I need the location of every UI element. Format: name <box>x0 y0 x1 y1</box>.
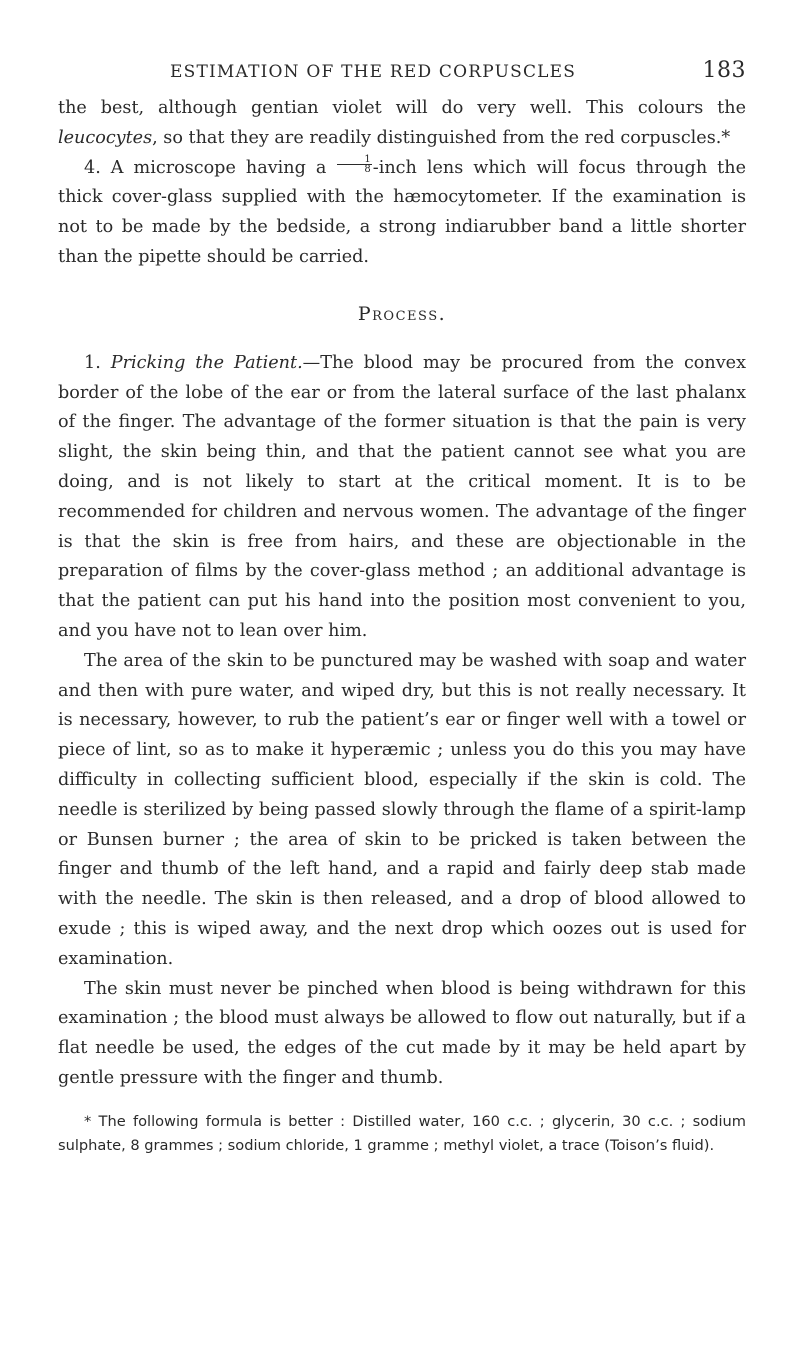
paragraph-continued: the best, although gentian violet will do very well. This colours the leucocytes, so that they are readily distinguished from the red corpuscles.* <box>58 98 746 148</box>
page-number: 183 <box>702 58 746 83</box>
running-title: ESTIMATION OF THE RED CORPUSCLES <box>170 62 577 82</box>
italic-subheading: Pricking the Patient. <box>110 352 303 373</box>
running-head <box>58 60 746 94</box>
page-body <box>58 94 746 1158</box>
paragraph: The area of the skin to be punctured may be washed with soap and water and then with pure water, and wiped dry, but this is not really necessary. It is necessary, however, to rub the patient’s ear or finger well with a towel or piece of lint, so as to make it hyperæmic ; unless you do this you may have difficulty in collecting sufficient blood, especially if the skin is cold. The needle is sterilized by being passed slowly through the flame of a spirit-lamp or Bunsen burner ; the area of skin to be pricked is taken between the finger and thumb of the left hand, and a rapid and fairly deep stab made with the needle. The skin is then released, and a drop of blood allowed to exude ; this is wiped away, and the next drop which oozes out is used for examination. <box>58 650 746 969</box>
book-page <box>58 60 746 1158</box>
paragraph: The skin must never be pinched when blood is being withdrawn for this examination ; the blood must always be allowed to flow out naturally, but if a flat needle be used, the edges of the cut made by it may be held apart by gentle pressure with the finger and thumb. <box>58 978 746 1088</box>
italic-term: leucocytes <box>58 127 153 148</box>
footnote: * The following formula is better : Distilled water, 160 c.c. ; glycerin, 30 c.c. ; sodium sulphate, 8 grammes ; sodium chloride, 1 gramme ; methyl violet, a trace (Toison’s fluid). <box>58 1112 746 1154</box>
paragraph-item-1: 1. Pricking the Patient.—The blood may be procured from the convex border of the lobe of the ear or from the lateral surface of the last phalanx of the finger. The advantage of the former situation is that the pain is very slight, the skin being thin, and that the patient cannot see what you are doing, and is not likely to start at the critical moment. It is to be recommended for children and nervous women. The advantage of the finger is that the skin is free from hairs, and these are objectionable in the preparation of films by the cover-glass method ; an additional advantage is that the patient can put his hand into the position most convenient to you, and you have not to lean over him. <box>58 352 746 641</box>
section-heading: Process. <box>357 302 447 325</box>
fraction: $\frac{1}{8}$ <box>337 155 371 174</box>
paragraph-item-4: 4. A microscope having a $\frac{1}{8}$ -inch lens which will focus through the thick cover-glass supplied with the hæmocytometer. If the examination is not to be made by the bedside, a strong indiarubber band a little shorter than the pipette should be carried. <box>58 154 746 267</box>
